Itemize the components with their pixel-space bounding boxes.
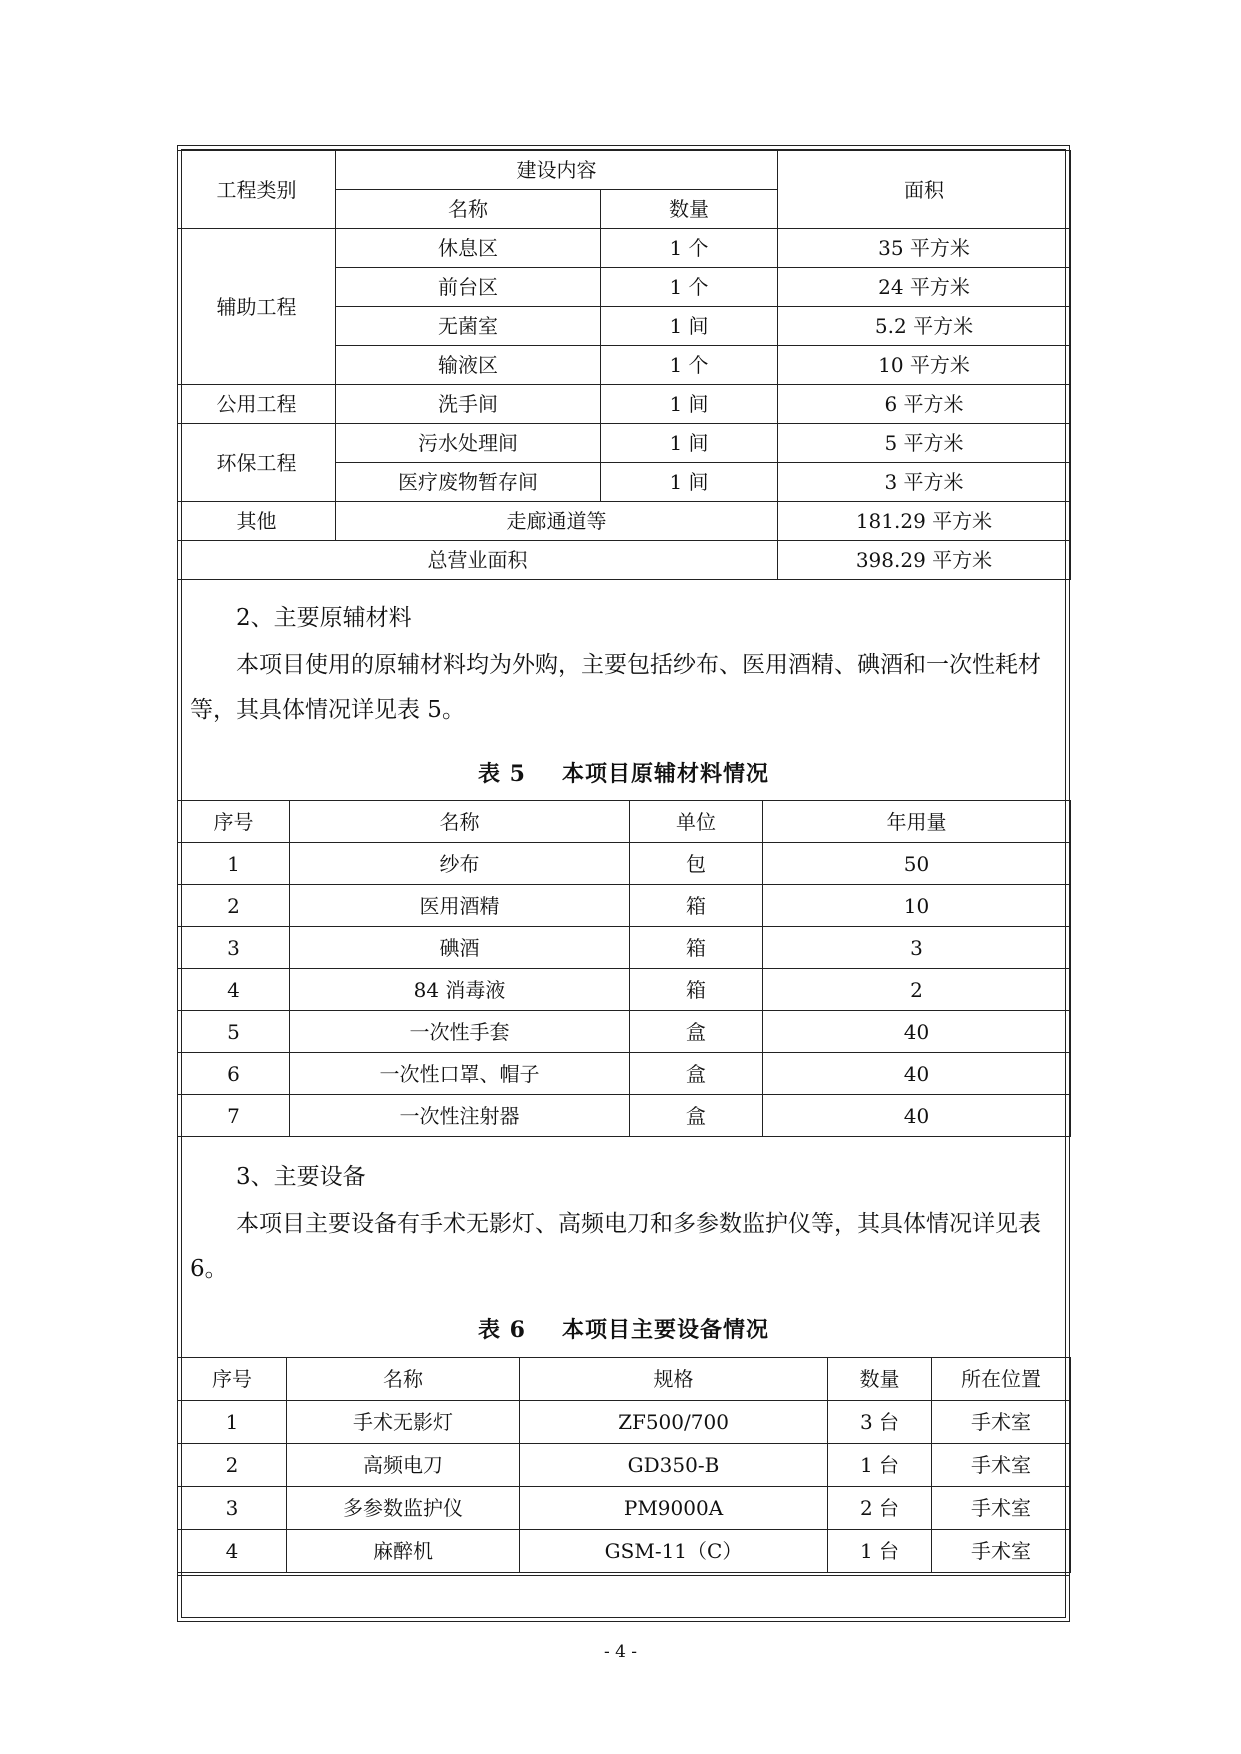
name-cell: 洗手间 [336,385,601,424]
cell: 1 [178,1401,287,1444]
header-cell: 规格 [520,1358,828,1401]
cell: 40 [763,1011,1071,1053]
header-content: 建设内容 [336,151,778,190]
quantity-cell: 1 间 [601,424,778,463]
name-cell: 污水处理间 [336,424,601,463]
total-label: 总营业面积 [178,541,778,580]
cell: GD350-B [520,1444,828,1487]
table-row [178,1401,1071,1444]
page-number: - 4 - [603,1642,638,1662]
cell: 4 [178,1530,287,1573]
section-paragraph: 本项目使用的原辅材料均为外购，主要包括纱布、医用酒精、碘酒和一次性耗材等，其具体情况详见表 5。 [190,652,1041,723]
cell: 盒 [630,1095,763,1137]
cell: 一次性手套 [290,1011,630,1053]
name-cell: 无菌室 [336,307,601,346]
header-quantity: 数量 [601,190,778,229]
table-row [178,385,1071,424]
cell: 手术室 [932,1487,1071,1530]
cell: 2 [178,1444,287,1487]
table-row [178,541,1071,580]
cell: 1 台 [828,1530,932,1573]
caption-title: 本项目主要设备情况 [561,1317,769,1343]
header-area: 面积 [778,151,1071,229]
construction-content-table [177,150,1071,580]
name-cell: 输液区 [336,346,601,385]
cell: 纱布 [290,843,630,885]
table-row [178,927,1071,969]
cell: 10 [763,885,1071,927]
content-cell: 走廊通道等 [336,502,778,541]
cell: 盒 [630,1011,763,1053]
table-row [178,1053,1071,1095]
raw-materials-table [177,800,1071,1137]
cell: 箱 [630,885,763,927]
header-cell: 名称 [290,801,630,843]
name-cell: 医疗废物暂存间 [336,463,601,502]
area-cell: 10 平方米 [778,346,1071,385]
equipment-table [177,1357,1071,1573]
cell: 箱 [630,969,763,1011]
cell: 6 [178,1053,290,1095]
cell: 一次性注射器 [290,1095,630,1137]
cell: 医用酒精 [290,885,630,927]
total-area: 398.29 平方米 [778,541,1071,580]
table-caption [177,757,1070,788]
cell: 手术室 [932,1401,1071,1444]
table-row [178,885,1071,927]
cell: 盒 [630,1053,763,1095]
quantity-cell: 1 个 [601,346,778,385]
header-cell: 所在位置 [932,1358,1071,1401]
quantity-cell: 1 间 [601,385,778,424]
cell: 手术室 [932,1530,1071,1573]
area-cell: 6 平方米 [778,385,1071,424]
cell: 5 [178,1011,290,1053]
table-row [178,1095,1071,1137]
quantity-cell: 1 间 [601,307,778,346]
table-row [178,1530,1071,1573]
cell: 1 [178,843,290,885]
caption-number: 表 5 [478,761,526,787]
cell: 4 [178,969,290,1011]
cell: GSM-11（C） [520,1530,828,1573]
caption-number: 表 6 [478,1317,526,1343]
table-row [178,1487,1071,1530]
divider [177,1575,1070,1576]
cell: 84 消毒液 [290,969,630,1011]
quantity-cell: 1 间 [601,463,778,502]
cell: 3 台 [828,1401,932,1444]
table-row [178,1011,1071,1053]
table-row [178,424,1071,463]
section-paragraph: 本项目主要设备有手术无影灯、高频电刀和多参数监护仪等，其具体情况详见表 6。 [190,1211,1041,1282]
header-cell: 序号 [178,801,290,843]
area-cell: 24 平方米 [778,268,1071,307]
area-cell: 35 平方米 [778,229,1071,268]
area-cell: 3 平方米 [778,463,1071,502]
name-cell: 休息区 [336,229,601,268]
table-row [178,1444,1071,1487]
area-cell: 5 平方米 [778,424,1071,463]
area-cell: 5.2 平方米 [778,307,1071,346]
category-cell: 辅助工程 [178,229,336,385]
table-row [178,969,1071,1011]
quantity-cell: 1 个 [601,229,778,268]
caption-title: 本项目原辅材料情况 [561,761,769,787]
table-header-row [178,801,1071,843]
category-cell: 公用工程 [178,385,336,424]
cell: ZF500/700 [520,1401,828,1444]
name-cell: 前台区 [336,268,601,307]
cell: 多参数监护仪 [287,1487,520,1530]
cell: 40 [763,1053,1071,1095]
cell: 3 [178,927,290,969]
cell: 2 [763,969,1071,1011]
cell: 40 [763,1095,1071,1137]
table-row [178,843,1071,885]
header-cell: 年用量 [763,801,1071,843]
header-cell: 数量 [828,1358,932,1401]
section-heading: 3、主要设备 [236,1164,366,1190]
header-category: 工程类别 [178,151,336,229]
header-name: 名称 [336,190,601,229]
cell: 麻醉机 [287,1530,520,1573]
cell: 50 [763,843,1071,885]
cell: 包 [630,843,763,885]
cell: 3 [178,1487,287,1530]
table-row [178,502,1071,541]
cell: 手术室 [932,1444,1071,1487]
cell: 3 [763,927,1071,969]
area-cell: 181.29 平方米 [778,502,1071,541]
table-header-row [178,1358,1071,1401]
header-cell: 序号 [178,1358,287,1401]
category-cell: 其他 [178,502,336,541]
section-heading: 2、主要原辅材料 [236,605,412,631]
cell: 7 [178,1095,290,1137]
cell: 碘酒 [290,927,630,969]
cell: 高频电刀 [287,1444,520,1487]
category-cell: 环保工程 [178,424,336,502]
cell: 箱 [630,927,763,969]
cell: PM9000A [520,1487,828,1530]
quantity-cell: 1 个 [601,268,778,307]
header-cell: 名称 [287,1358,520,1401]
header-cell: 单位 [630,801,763,843]
cell: 一次性口罩、帽子 [290,1053,630,1095]
cell: 2 [178,885,290,927]
cell: 手术无影灯 [287,1401,520,1444]
cell: 1 台 [828,1444,932,1487]
cell: 2 台 [828,1487,932,1530]
table-row [178,229,1071,268]
table-caption [177,1313,1070,1344]
